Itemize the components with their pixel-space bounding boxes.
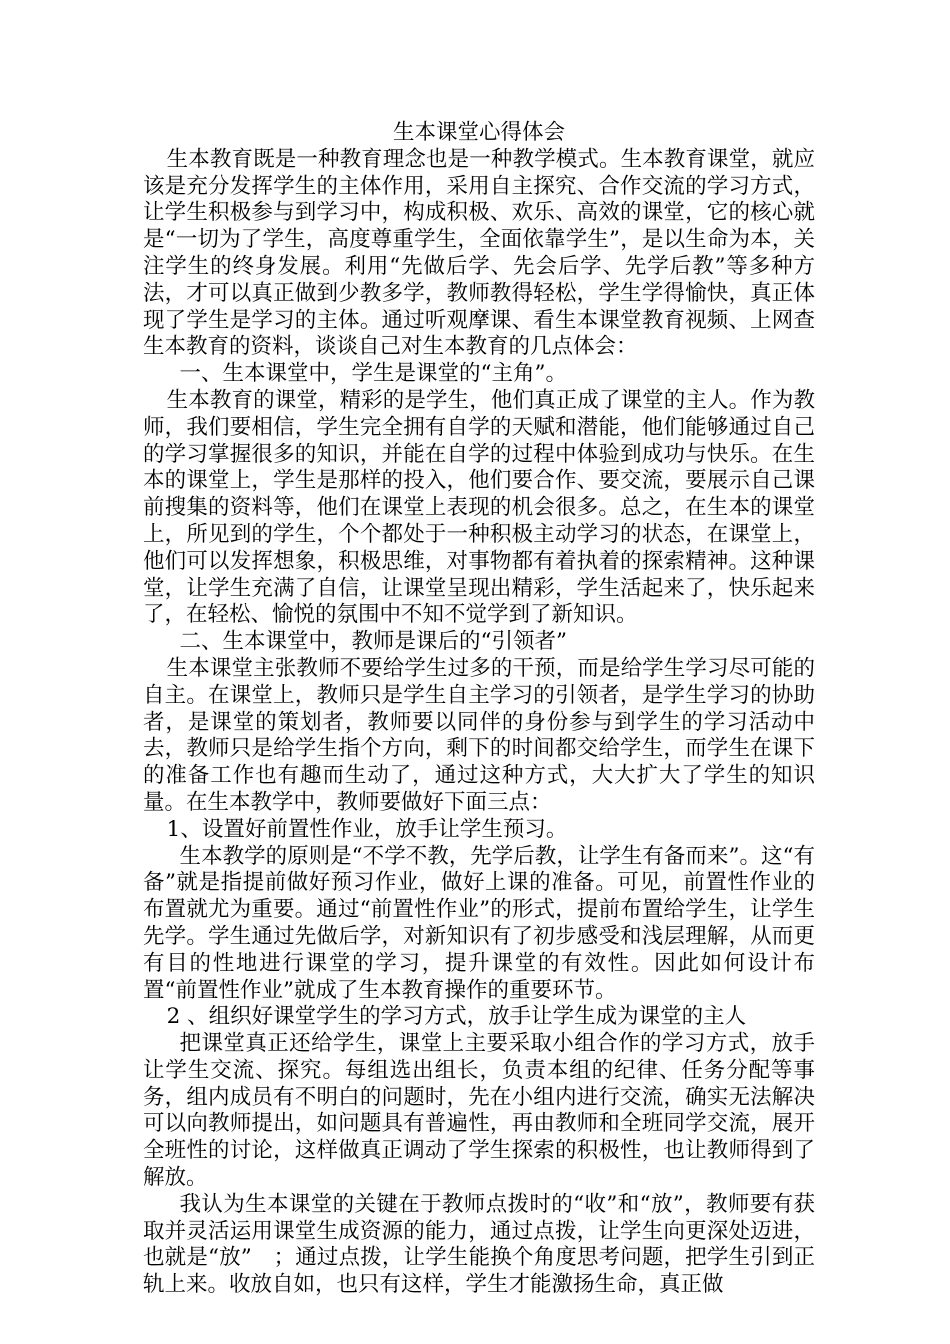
- subheading-1: 1、设置好前置性作业，放手让学生预习。: [166, 816, 568, 842]
- paragraph-conclusion: 我认为生本课堂的关键在于教师点拨时的“收”和“放”，教师要有获取并灵活运用课堂生成资源的能力，通过点拨，让学生向更深处迈进，也就是“放” ；通过点拨，让学生能换个角度思考问题，把学生引到正轨上来。收放自如，也只有这样，学生才能激扬生命，真正做: [143, 1191, 815, 1298]
- paragraph-section-2: 生本课堂主张教师不要给学生过多的干预，而是给学生学习尽可能的自主。在课堂上，教师只是学生自主学习的引领者，是学生学习的协助者，是课堂的策划者，教师要以同伴的身份参与到学生的学习活动中去，教师只是给学生指个方向，剩下的时间都交给学生，而学生在课下的准备工作也有趣而生动了，通过这种方式，大大扩大了学生的知识量。在生本教学中，教师要做好下面三点：: [143, 655, 815, 815]
- paragraph-subsection-1: 生本教学的原则是“不学不教，先学后教，让学生有备而来”。这“有备”就是指提前做好预习作业，做好上课的准备。可见，前置性作业的布置就尤为重要。通过“前置性作业”的形式，提前布置给学生，让学生先学。学生通过先做后学，对新知识有了初步感受和浅层理解，从而更有目的性地进行课堂的学习，提升课堂的有效性。因此如何设计布置“前置性作业”就成了生本教育操作的重要环节。: [143, 843, 815, 1003]
- section-heading-1: 一、生本课堂中，学生是课堂的“主角”。: [179, 361, 568, 387]
- paragraph-intro: 生本教育既是一种教育理念也是一种教学模式。生本教育课堂，就应该是充分发挥学生的主体作用，采用自主探究、合作交流的学习方式，让学生积极参与到学习中，构成积极、欢乐、高效的课堂，它的核心就是“一切为了学生，高度尊重学生，全面依靠学生”，是以生命为本，关注学生的终身发展。利用“先做后学、先会后学、先学后教”等多种方法，才可以真正做到少教多学，教师教得轻松，学生学得愉快，真正体现了学生是学习的主体。通过听观摩课、看生本课堂教育视频、上网查生本教育的资料，谈谈自己对生本教育的几点体会：: [143, 146, 815, 360]
- section-heading-2: 二、生本课堂中，教师是课后的“引领者”: [179, 629, 568, 655]
- subheading-2: 2 、组织好课堂学生的学习方式，放手让学生成为课堂的主人: [166, 1004, 747, 1030]
- document-page: [143, 120, 815, 1299]
- paragraph-section-1: 生本教育的课堂，精彩的是学生，他们真正成了课堂的主人。作为教师，我们要相信，学生完全拥有自学的天赋和潜能，他们能够通过自己的学习掌握很多的知识，并能在自学的过程中体验到成功与快乐。在生本的课堂上，学生是那样的投入，他们要合作、要交流，要展示自己课前搜集的资料等，他们在课堂上表现的机会很多。总之，在生本的课堂上，所见到的学生，个个都处于一种积极主动学习的状态，在课堂上，他们可以发挥想象，积极思维，对事物都有着执着的探索精神。这种课堂，让学生充满了自信，让课堂呈现出精彩，学生活起来了，快乐起来了，在轻松、愉悦的氛围中不知不觉学到了新知识。: [143, 387, 815, 628]
- document-title: 生本课堂心得体会: [392, 120, 565, 145]
- paragraph-subsection-2: 把课堂真正还给学生，课堂上主要采取小组合作的学习方式，放手让学生交流、探究。每组选出组长，负责本组的纪律、任务分配等事务，组内成员有不明白的问题时，先在小组内进行交流，确实无法解决可以向教师提出，如问题具有普遍性，再由教师和全班同学交流，展开全班性的讨论，这样做真正调动了学生探索的积极性，也让教师得到了解放。: [143, 1031, 815, 1191]
